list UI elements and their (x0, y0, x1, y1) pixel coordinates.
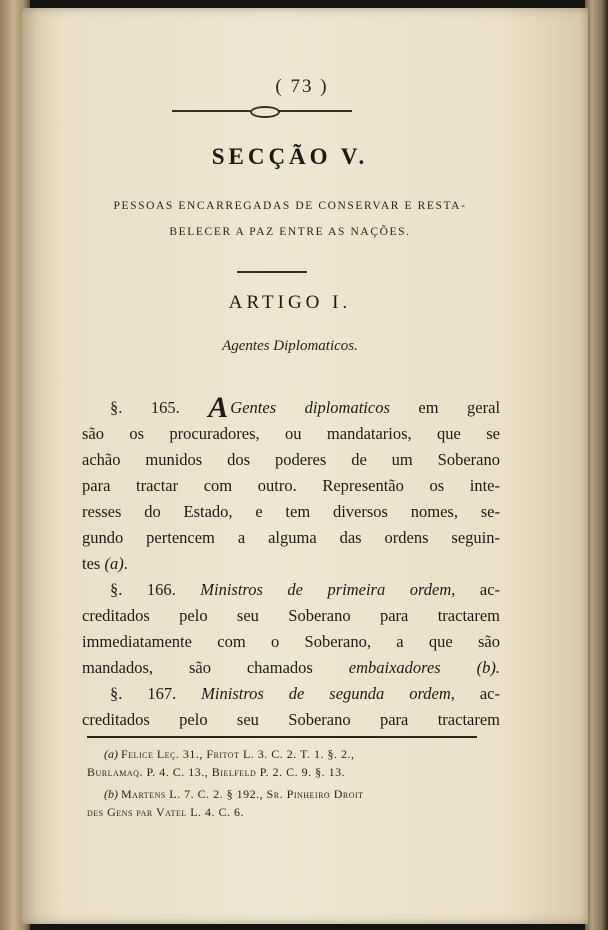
paragraph-167-line-2: creditados pelo seu Soberano para tractarem (82, 710, 500, 729)
paragraph-165-line-4: para tractar com outro. Representão os inte- (82, 476, 500, 495)
paragraph-165-number: §. 165. (110, 398, 180, 417)
footnote-b-text-2: des Gens par Vatel L. 4. C. 6. (87, 805, 245, 819)
paragraph-166-line-2: creditados pelo seu Soberano para tractarem (82, 606, 500, 625)
section-subtitle-line-2: BELECER A PAZ ENTRE AS NAÇÕES. (169, 226, 411, 238)
paragraph-166-line-3: immediatamente com o Soberano, a que são (82, 632, 500, 651)
section-title: SECÇÃO V. (211, 144, 369, 169)
paragraph-167-line-1 (110, 682, 500, 706)
paragraph-165-line-7-text: tes (82, 554, 101, 573)
footnote-a-text-1: Felice Leç. 31., Fritot L. 3. C. 2. T. 1. §. 2., (121, 747, 355, 761)
paragraph-167-line-1-rest: , ac- (450, 684, 500, 703)
footnote-b-mark: (b) (104, 787, 118, 801)
footnote-b-line-1 (104, 786, 524, 802)
footnote-a-text-2: Burlamaq. P. 4. C. 13., Bielfeld P. 2. C. 9. §. 13. (87, 765, 346, 779)
article-subtitle: Agentes Diplomaticos. (222, 338, 358, 354)
footnote-a-line-2 (87, 764, 507, 780)
article-title: ARTIGO I. (228, 292, 352, 313)
paragraph-165-line-2: são os procuradores, ou mandatarios, que se (82, 424, 500, 443)
footnote-b-text-1: Martens L. 7. C. 2. § 192., Sr. Pinheiro Droit (121, 787, 364, 801)
paragraph-165-line-1-rest: em geral (418, 398, 501, 417)
paragraph-165-line-6: gundo pertencem a alguma das ordens seguin- (82, 528, 500, 547)
page-number: ( 73 ) (275, 76, 329, 97)
paragraph-165-dropcap: A (208, 391, 229, 424)
footnote-ref-a: (a) (104, 554, 124, 573)
footnote-rule (87, 736, 477, 738)
header-rule-ornament (250, 106, 280, 118)
page-content (22, 8, 588, 924)
paragraph-165-line-7-end: . (123, 554, 128, 573)
paragraph-166-line-1-rest: , ac- (451, 580, 501, 599)
paragraph-165-line-1 (110, 391, 501, 424)
paragraph-166-line-1 (110, 578, 500, 602)
paragraph-166-embaixadores: embaixadores (348, 658, 441, 677)
paragraph-165-line-5: resses do Estado, e tem diversos nomes, se- (82, 502, 500, 521)
paragraph-166-number: §. 166. (110, 580, 176, 599)
paragraph-167-number: §. 167. (110, 684, 177, 703)
paragraph-165-line-3: achão munidos dos poderes de um Soberano (82, 450, 500, 469)
paragraph-166-term: Ministros de primeira ordem (200, 580, 452, 599)
paragraph-165-term: Gentes diplomaticos (230, 398, 390, 417)
paragraph-166-line-4-text: mandados, são chamados (82, 658, 313, 677)
book-fore-edge (585, 0, 608, 930)
footnote-ref-b: (b). (476, 658, 501, 677)
paragraph-166-line-4 (82, 656, 500, 680)
footnote-a-line-1 (104, 746, 524, 762)
footnote-b-line-2 (87, 804, 507, 820)
section-subtitle-line-1: PESSOAS ENCARREGADAS DE CONSERVAR E RESTA- (113, 200, 467, 212)
paragraph-165-line-7 (82, 552, 500, 576)
footnote-a-mark: (a) (104, 747, 118, 761)
page-sheet (22, 8, 588, 924)
section-divider (237, 271, 307, 273)
paragraph-167-term: Ministros de segunda ordem (201, 684, 451, 703)
